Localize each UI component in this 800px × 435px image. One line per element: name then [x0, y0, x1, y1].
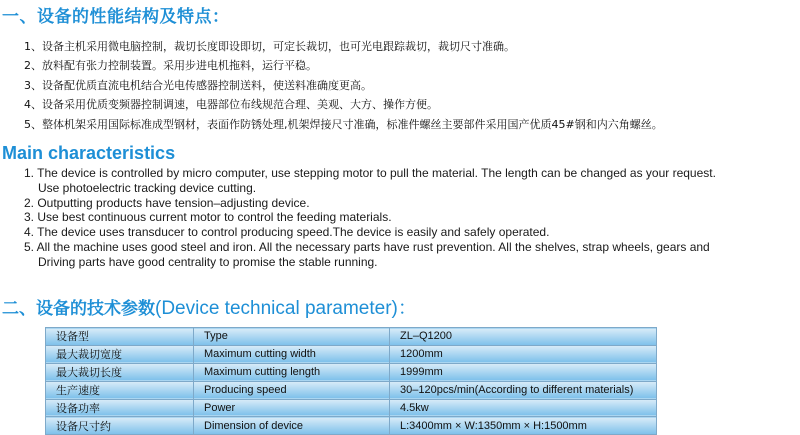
list-item: [24, 225, 716, 240]
param-name-en: Dimension of device: [194, 417, 390, 435]
param-name-cn: 设备型: [46, 328, 194, 346]
param-value: 1200mm: [390, 345, 657, 363]
characteristics-list-en: [24, 166, 716, 270]
param-value: 30–120pcs/min(According to different materials): [390, 381, 657, 399]
list-item-line: 2. Outputting products have tension–adjusting device.: [24, 195, 310, 210]
table-row: [46, 345, 657, 363]
param-value: ZL–Q1200: [390, 328, 657, 346]
section-title-main-characteristics: Main characteristics: [2, 143, 176, 163]
param-name-cn: 生产速度: [46, 381, 194, 399]
param-name-cn: 设备功率: [46, 399, 194, 417]
param-name-cn: 最大裁切宽度: [46, 345, 194, 363]
list-item: [24, 240, 716, 270]
title-en: (Device technical parameter)：: [155, 298, 417, 319]
param-name-en: Power: [194, 399, 390, 417]
list-item: 4、设备采用优质变频器控制调速，电器部位布线规范合理、美观、大方、操作方便。: [24, 98, 438, 112]
param-name-cn: 最大裁切长度: [46, 363, 194, 381]
list-item: 2、放料配有张力控制装置。采用步进电机拖料，运行平稳。: [24, 59, 317, 73]
param-name-en: Producing speed: [194, 381, 390, 399]
parameter-table: [45, 327, 657, 435]
list-item-line: 5. All the machine uses good steel and iron. All the necessary parts have rust prevention. All the shelves, strap wheels, gears and: [24, 239, 710, 254]
list-item: 3、设备配优质直流电机结合光电传感器控制送料，使送料准确度更高。: [24, 78, 372, 92]
list-item: [24, 166, 716, 196]
list-item-continuation: Use photoelectric tracking device cutting.: [38, 180, 257, 195]
list-item: 1、设备主机采用微电脑控制，裁切长度即设即切，可定长裁切，也可光电跟踪裁切，裁切尺寸准确。: [24, 40, 515, 53]
param-name-en: Type: [194, 328, 390, 346]
table-row: [46, 417, 657, 435]
table-row: [46, 328, 657, 346]
table-row: [46, 399, 657, 417]
list-item: [24, 210, 716, 225]
param-name-en: Maximum cutting width: [194, 345, 390, 363]
list-item: 5、整体机架采用国际标准成型钢材，表面作防锈处理,机架焊接尺寸准确，标准件螺丝主要部件采用国产优质45#钢和内六角螺丝。: [24, 117, 663, 131]
section-title-technical-parameter: [2, 293, 417, 320]
list-item-line: 3. Use best continuous current motor to control the feeding materials.: [24, 210, 392, 225]
table-row: [46, 381, 657, 399]
list-item-line: 1. The device is controlled by micro computer, use stepping motor to pull the material. The length can be changed as your request.: [24, 166, 716, 180]
param-name-cn: 设备尺寸约: [46, 417, 194, 435]
param-name-en: Maximum cutting length: [194, 363, 390, 381]
param-value: 1999mm: [390, 363, 657, 381]
list-item-line: 4. The device uses transducer to control producing speed.The device is easily and safely operated.: [24, 225, 550, 240]
table-row: [46, 363, 657, 381]
features-list-cn: [24, 37, 663, 134]
param-value: L:3400mm × W:1350mm × H:1500mm: [390, 417, 657, 435]
title-cn: 二、设备的技术参数: [2, 299, 155, 319]
section-title-features: 一、设备的性能结构及特点：: [2, 7, 230, 27]
param-value: 4.5kw: [390, 399, 657, 417]
list-item-continuation: Driving parts have good centrality to promise the stable running.: [38, 254, 378, 269]
list-item: [24, 196, 716, 211]
